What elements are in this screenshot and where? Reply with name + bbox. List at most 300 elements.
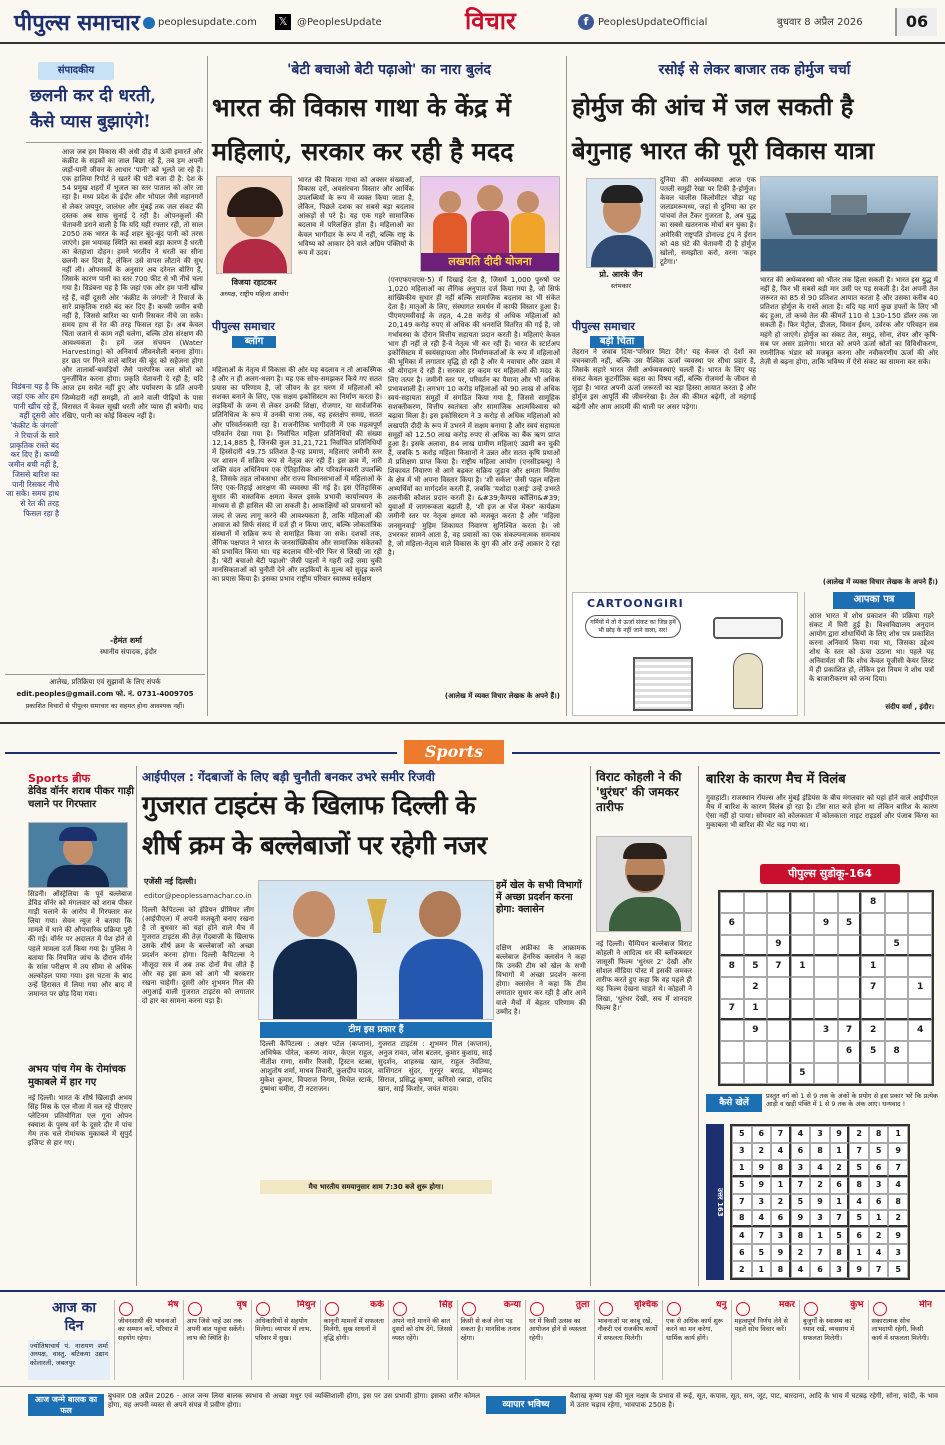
sudoku-cell: 6 [791,1143,811,1160]
sudoku-cell: 7 [752,1227,772,1244]
sudoku-cell: 5 [744,956,768,977]
sudoku-cell [814,1041,838,1062]
sudoku-cell [791,913,815,934]
zodiac-sign [594,1300,659,1380]
sudoku-cell: 7 [830,1210,850,1227]
sudoku-cell [767,892,791,913]
contact-email[interactable]: edit.peoples@gmail.com फो. नं. 0731-4009705 [16,689,194,698]
editorial-author: -हेमंत शर्मा [110,636,142,645]
sudoku-cell [908,1041,932,1062]
blog-badge-label: ब्लॉग [232,336,276,349]
women-author: विजया रहाटकर [231,278,277,287]
zodiac-sign [183,1300,248,1380]
hormuz-headline-1: होर्मुज की आंच में जल सकती है [572,92,854,121]
sudoku-cell: 3 [752,1194,772,1211]
sudoku-cell: 9 [888,1143,908,1160]
women-footer: (आलेख में व्यक्त विचार लेखक के अपने हैं।) [444,692,560,700]
sudoku-cell: 4 [888,1177,908,1194]
sports-brief2-body: नई दिल्ली। भारत के शीर्ष खिलाड़ी अभय सिंह मिस्र के एल नौजा में चल रहे पीएसए प्लेटिनम प्रतियोगिता एल गूना ओपन स्क्वाश के पुरुष वर्ग के दूसरे दौर में पांच गेम तक चले रोमांचक मुकाबले में सुपुर्द इजिप्ट से हार गए। [28,1094,132,1148]
zodiac-name: मीन [919,1300,932,1310]
sudoku-cell: 8 [720,956,744,977]
sports-brief-headline: डेविड वॉर्नर शराब पीकर गाड़ी चलाने पर गिरफ्तार [28,786,134,810]
cartoon-box [572,592,798,716]
sudoku-cell [791,977,815,998]
sudoku-cell [767,913,791,934]
editorial-sidebar-note: विडंबना यह है कि जहां एक ओर हम पानी खींच रहे हैं, वहीं दूसरी ओर 'कंक्रीट के जंगलों' ने रिचार्ज के सारे प्राकृतिक रास्ते बंद कर दिए हैं। कच्ची जमीन बची नहीं है, जिससे बारिश का पानी रिसकर नीचे जा सके। समय हाथ से रेत की तरह फिसल रहा है [6,382,59,518]
x-icon: 𝕏 [275,14,291,30]
zodiac-name: धनु [715,1300,727,1310]
sports-brief-tag: Sports ब्रीफ [28,772,91,785]
sudoku-cell: 5 [861,1041,885,1062]
zodiac-symbol-icon [325,1302,339,1316]
sudoku-cell: 4 [752,1210,772,1227]
business-label: व्यापार भविष्य [486,1396,566,1414]
sudoku-cell [885,892,909,913]
sudoku-cell: 5 [849,1210,869,1227]
sudoku-cell [791,1020,815,1041]
teams-banner: टीम इस प्रकार हैं [260,1022,492,1038]
zodiac-symbol-icon [599,1302,613,1316]
sudoku-cell: 9 [771,1244,791,1261]
zodiac-name: कुंभ [850,1300,864,1310]
zodiac-text: बुजुर्गों के स्वास्थ्य का ध्यान रखें, व्यवसाय में सफलता मिलेगी। [803,1317,855,1342]
horoscope-title: आज का दिन [52,1300,96,1334]
globe-icon [143,17,155,29]
sudoku-cell: 7 [869,1261,889,1278]
zodiac-text: घर में किसी उत्सव का आयोजन होने से व्यस्तता रहेगी। [529,1317,587,1342]
zodiac-name: कर्क [370,1300,384,1310]
sudoku-cell: 8 [830,1244,850,1261]
ipl-headline-2: शीर्ष क्रम के बल्लेबाजों पर रहेगी नजर [142,831,487,861]
sudoku-cell [744,1041,768,1062]
birthday-text: बुधवार 08 अप्रैल 2026 - आज जन्म लिया बालक स्वभाव से अच्छा मधुर एवं व्यक्तिशाली होगा, इस पर उस प्रभावी होगा। इसका शरीर कोमल होगा, यह अपनी व्यस्त से अपने संपन्न में प्रवीण होगा। [108,1392,480,1410]
sudoku-cell: 6 [869,1194,889,1211]
sudoku-cell [861,935,885,956]
sudoku-cell: 9 [752,1177,772,1194]
lakhpati-banner: लखपति दीदी योजना [421,253,559,271]
sudoku-cell [814,999,838,1020]
quote-body: दक्षिण अफ्रीका के आक्रामक बल्लेबाज हेनरिक क्लासेन ने कहा कि उनकी टीम को खेल के सभी विभागों में अच्छा प्रदर्शन करना होगा। क्लासेन ने कहा कि टीम लगातार सुधार कर रही है और आने वाले मैचों में बेहतर परिणाम की उम्मीद है। [496,944,586,1016]
sudoku-cell: 7 [720,999,744,1020]
sudoku-cell: 5 [885,935,909,956]
sudoku-cell: 5 [838,913,862,934]
sudoku-cell: 8 [861,892,885,913]
blog-badge [212,320,296,362]
sudoku-cell: 4 [849,1194,869,1211]
sudoku-cell: 4 [732,1227,752,1244]
sudoku-cell: 8 [732,1210,752,1227]
sudoku-cell: 9 [888,1227,908,1244]
sudoku-cell: 7 [849,1143,869,1160]
zodiac-name: सिंह [439,1300,453,1310]
sudoku-cell: 9 [814,913,838,934]
gill-figure [293,891,335,937]
women-kicker: 'बेटी बचाओ बेटी पढ़ाओ' का नारा बुलंद [287,62,491,78]
sudoku-cell [720,1041,744,1062]
sudoku-cell [791,999,815,1020]
sudoku-cell: 9 [830,1126,850,1143]
sudoku-cell: 3 [814,1020,838,1041]
sudoku-cell [767,1041,791,1062]
sudoku-cell: 9 [849,1261,869,1278]
sudoku-cell [885,1020,909,1041]
zodiac-sign [731,1300,796,1380]
sudoku-cell: 1 [830,1194,850,1211]
sudoku-cell: 8 [771,1160,791,1177]
zodiac-sign [662,1300,727,1380]
birthday-label: आज जन्मे बालक का फल [28,1394,104,1416]
zodiac-sign [525,1300,590,1380]
hormuz-body-1: तेहरान ने जवाब दिया-'परिवार मिटा देंगे।' यह केवल दो देशों का वचनबाजी नहीं, बल्कि उस वैश्विक ऊर्जा व्यवस्था पर सीधा प्रहार है, जिसके सहारे भारत जैसी अर्थव्यवस्थाएं चलती हैं। भारत के लिए यह संकट केवल कूटनीतिक बहस का विषय नहीं, बल्कि रोजमर्रा के जीवन से जुड़ा है। भारत अपनी ऊर्जा जरूरतों का बड़ा हिस्सा आयात करता है और होर्मुज इस आपूर्ति की जीवनरेखा है। तेल की कीमत बढ़ेगी, तो महंगाई बढ़ेगी और आम आदमी की थाली पर असर पड़ेगा। [572,348,756,411]
sudoku-cell: 4 [791,1261,811,1278]
sudoku-cell: 7 [732,1194,752,1211]
editorial-headline-1: छलनी कर दी धरती, [30,86,156,106]
sudoku-cell: 1 [830,1143,850,1160]
sudoku-cell: 5 [791,1194,811,1211]
zodiac-text: आप जिसे चाहें उस तक अपनी बात पहुंचा सकेंगे। लाभ की स्थिति है। [186,1317,245,1342]
women-body-2: (एनएफएचएस-5) में दिखाई देता है, जिसमें 1,000 पुरुषों पर 1,020 महिलाओं का लैंगिक अनुपात दर्ज किया गया है, जो सिर्फ सांख्यिकीय सुधार ही नहीं बल्कि सामाजिक बदलाव का भी संकेत देता है। मातृओं के लिए, संस्थागत समर्थन में काफी विस्तार हुआ है। पीएमएमवीवाई के तहत, 4.28 करोड़ से अधिक महिलाओं को 20,149 करोड़ रुपए से अधिक की धनराशि वितरित की गई है, जो गर्भावस्था के दौरान वित्तीय सहायता प्रदान करती है। महिलाएं केवल भाग ही नहीं ले रही हैं-वे नेतृत्व भी कर रही हैं। भारत के स्टार्टअप इकोसिस्टम में स्वयंसहायता और निर्माणकर्ताओं के रूप में महिलाओं की भूमिका में लगातार वृद्धि हो रही है और ये नवाचार और उद्यम में भी योगदान दे रही हैं। सरकार हर कदम पर महिलाओं की मदद के लिए तत्पर है। जमीनी स्तर पर, परिवर्तन का पैमाना और भी अधिक प्रभावशाली है। लगभग 10 करोड़ महिलाओं को 90 लाख से अधिक स्वयं-सहायता समूहों में संगठित किया गया है, जिससे सामूहिक सशक्तीकरण, वित्तीय स्वतंत्रता और सामाजिक आत्मविश्वास को बढ़ावा मिला है। इस इकोसिस्टम ने 3 करोड़ से अधिक महिलाओं को लखपति दीदी के रूप में उभरने में सक्षम बनाया है और स्वयं सहायता समूहों को 12.50 लाख करोड़ रुपए से अधिक का बैंक ऋण प्राप्त हुआ है। इसके अलावा, 84 लाख ग्रामीण महिलाएं उद्यमी बन चुकी हैं, जबकि 5 करोड़ महिला किसानों ने उन्नत और सतत कृषि प्रथाओं में प्रशिक्षण प्राप्त किया है। राष्ट्रीय महिला आयोग (एनसीडब्ल्यू) ने शिकायत निवारण से आगे बढ़कर सक्रिय जुड़ाव और क्षमता निर्माण के क्षेत्र में भी अपना विस्तार किया है। 'शी सर्कल' जैसी पहल महिला अभ्यर्थियों का मार्गदर्शन करती हैं, जबकि 'यशोदा एआई' उन्हें उभरते तकनीकी कौशल प्रदान करती है। &#39;कैम्पस कॉलिंग&#39; युवाओं में जागरूकता बढ़ाती है, 'शी इज अ चेंज मेकर' कार्यक्रम जमीनी स्तर पर नेतृत्व क्षमता को मजबूत करता है और 'महिला जनसुनवाई' मुहिम शिकायत निवारण सुनिश्चित करता है। जो उभरकर सामने आता है, वह प्रयासों का एक संकल्पनात्मक समन्वय है, जो महिला-नेतृत्व वाले विकास के युग की ओर उन्हें आकार दे रहा है। [388,276,560,557]
ipl-byline: एजेंसी नई दिल्ली। [144,877,197,886]
zodiac-symbol-icon [393,1302,407,1316]
sudoku-cell [814,935,838,956]
sudoku-cell [908,935,932,956]
women-body-1: महिलाओं के नेतृत्व में विकास की ओर यह बदलाव न तो आकस्मिक है और न ही अलग-थलग है। यह एक सोच-समझकर किये गए सतत प्रयास का परिणाम है, जो जीवन के हर चरण में महिलाओं को सशक्त बनाने के लिए, एक सक्षम इकोसिस्टम का निर्माण करता है। लड़कियों के जन्म से लेकर उनकी शिक्षा, रोजगार, या सार्वजनिक प्रतिनिधित्व के रूप में उनकी यात्रा तक, यह हस्तक्षेप समग्र, सतत और परिवर्तनकारी रहा है। राजनीतिक भागीदारी में एक महत्वपूर्ण परिवर्तन देखा गया है। निर्वाचित महिला प्रतिनिधियों की संख्या 12,14,885 है, जिनकी कुल 31,21,721 निर्वाचित प्रतिनिधियों में हिस्सेदारी 49.75 प्रतिशत है-यह प्रमाण, महिलाएं जमीनी स्तर पर शासन में सक्रिय रूप से नेतृत्व कर रही हैं। इस क्रम में, नारी शक्ति वंदन अधिनियम एक ऐतिहासिक और परिवर्तनकारी उपलब्धि है, जिसके तहत लोकसभा और राज्य विधानसभाओं में महिलाओं के लिए एक-तिहाई आरक्षण की व्यवस्था की गई है। इस ऐतिहासिक सुधार की वास्तविक क्षमता केवल इसके प्रभावी कार्यान्वयन के माध्यम से ही हासिल की जा सकती है। आकांक्षियों को प्रावधानों को जल्द से जल्द लागू करने की आवश्यकता है, ताकि महिलाओं की आवाज को सिर्फ संसद में दर्ज ही न किया जाए, बल्कि लोकतांत्रिक संस्थानों में सक्रिय रूप से समाहित किया जा सके। दशकों तक, लैंगिक पक्षपात ने भारत के जनसांख्यिकीय और सामाजिक संकेतकों को प्रभावित किया था। यह बदलाव धीरे-धीरे फिर से लिखी जा रही है। 'बेटी बचाओ बेटी पढ़ाओ' जैसी पहलों ने गहरी जड़ें जमा चुकी मानसिकताओं को चुनौती देने और लड़कियों के मूल्य को सुदृढ़ करने का प्रयास किया है। इसका प्रभाव राष्ट्रीय परिवार स्वास्थ्य सर्वेक्षण [212,366,382,584]
sudoku-cell: 6 [720,913,744,934]
sudoku-cell [720,892,744,913]
hormuz-headline-2: बेगुनाह भारत की पूरी विकास यात्रा [572,136,875,165]
sudoku-cell: 2 [869,1227,889,1244]
sudoku-cell: 2 [791,1244,811,1261]
sudoku-cell: 1 [771,1177,791,1194]
website-link[interactable]: peoplesupdate.com [158,17,257,28]
zodiac-name: मेष [167,1300,179,1310]
zodiac-symbol-icon [667,1302,681,1316]
sudoku-cell [744,892,768,913]
sudoku-cell: 4 [771,1143,791,1160]
sudoku-cell: 9 [810,1194,830,1211]
sudoku-cell: 3 [810,1126,830,1143]
quote-title: हमें खेल के सभी विभागों में अच्छा प्रदर्शन करना होगा: क्लासेन [496,880,582,915]
sudoku-cell: 8 [791,1227,811,1244]
sudoku-cell: 8 [771,1261,791,1278]
sudoku-cell [885,956,909,977]
sudoku-cell: 2 [771,1194,791,1211]
sudoku-cell: 9 [744,1020,768,1041]
sports-brief-body: सिडनी। ऑस्ट्रेलिया के पूर्व बल्लेबाज डेविड वॉर्नर को मंगलवार को शराब पीकर गाड़ी चलाने के आरोप में गिरफ्तार कर लिया गया। सेवन न्यूज ने बताया कि मामले में थाने की औपचारिक प्रक्रिया पूरी की गई। वॉर्नर पर अदालत में पेश होने से पहले मामला दर्ज किया गया है। पुलिस ने बताया कि नियमित जांच के दौरान वॉर्नर के सांस परीक्षण में तय सीमा से अधिक अल्कोहल पाया गया। इस घटना के बाद उन्हें हिरासत में लिया गया और बाद में जमानत पर छोड़ दिया गया। [28,890,132,999]
chinta-badge-label: बड़ी चिंता [590,336,644,349]
sudoku-cell [885,977,909,998]
sudoku-cell: 1 [791,956,815,977]
zodiac-symbol-icon [530,1302,544,1316]
women-author-role: अध्यक्ष, राष्ट्रीय महिला आयोग [219,290,289,298]
sudoku-cell [744,935,768,956]
letter-box [804,592,938,716]
sudoku-cell: 7 [838,1020,862,1041]
kohli-headline: विराट कोहली ने की 'धुरंधर' की जमकर तारीफ [596,770,682,814]
ipl-email[interactable]: editor@peoplessamachar.co.in [144,892,252,900]
sudoku-cell: 2 [744,977,768,998]
sudoku-cell [838,999,862,1020]
zodiac-name: कन्या [503,1300,521,1310]
sudoku-cell: 1 [732,1160,752,1177]
sudoku-cell: 3 [732,1143,752,1160]
author-photo-vijaya [216,176,292,274]
rizvi-figure [419,891,461,937]
sudoku-cell [838,956,862,977]
chinta-badge-brand: पीपुल्स समाचार [572,320,635,333]
zodiac-sign [868,1300,933,1380]
sudoku-cell [720,935,744,956]
editorial-body: आज जब हम विकास की अंधी दौड़ में ऊंची इमारतें और कंक्रीट के सड़कों का जाल बिछा रहे हैं, तब हम अपनी जड़ों-यानी जीवन के आधार 'पानी' को भूलते जा रहे हैं। एक हालिया रिपोर्ट ने खतरे की घंटी बजा दी है: देश के 54 प्रमुख शहरों में भूजल का स्तर पाताल को ओर जा रहा है। मध्य प्रदेश के इंदौर और भोपाल जैसे महानगरों से लेकर जयपुर, जालंधर और मुंबई तक जल संकट की दस्तक अब साफ सुनाई दे रही है। ओपनकूलों की चेतावनी डराने वाली है कि यदि यही रफ्तार रही, तो साल 2050 तक भारत के कई शहर बूंद-बूंद पानी को तरस जाएंगे। इस भयावह स्थिति का सबसे बड़ा कारण है धरती का बेतहाशा दोहन। हमने भरतीय ने धरती का सीना छलनी कर दिया है, लेकिन उसे वापस लौटाने की सुध नहीं ली। ओपनसर्वे के अनुसार अब दरेनल बोरिंग हैं, जिसके कारण पानी का स्तर 700 फीट से भी नीचे चला गया है। विडंबना यह है कि जहां एक ओर हम पानी खींच रहे हैं, वहीं दूसरी ओर 'कंक्रीट के जंगलों' ने रिचार्ज के सारे प्राकृतिक रास्ते बंद कर दिए हैं। कच्ची जमीन बची नहीं है, जिससे बारिश का पानी रिसकर नीचे जा सके। समय हाथ से रेत की तरह फिसल रहा है। अब केवल चिंता जताने से काम नहीं चलेगा, बल्कि ठोस संरक्षण की आवश्यकता है। हमें जल संचयन (Water Harvesting) को अनिवार्य जीवनशैली बनाना होगा। हर छत पर गिरने वाले बारिश की बूंद को सहेजना होगा और तालाबों-बावड़ियों जैसे पारंपरिक जल स्रोतों को पुनर्जीवित करना होगा। प्रकृति चेतावनी दे रही है; यदि आज हम सचेत नहीं हुए और पर्यावरण के प्रति अपनी जिम्मेदारी नहीं समझी, तो आने वाली पीढ़ियों के पास विरासत में केवल सूखी धरती और प्यास ही बचेगी। याद रखिए, पानी का कोई विकल्प नहीं है। [62,148,203,420]
ipl-body-continued [260,1198,492,1286]
zodiac-sign [457,1300,522,1380]
zodiac-text: किसी से कर्ज लेना पड़ सकता है। मानसिक तनाव रहेगा। [460,1317,521,1342]
sudoku-cell: 2 [849,1126,869,1143]
zodiac-text: अपने नाते मानने की बात दूसरों को दोष देंगे, जिससे व्यस्त रहेंगे। [392,1317,453,1342]
ship-photo [760,176,938,272]
women-headline-2: महिलाएं, सरकार कर रही है मदद [212,137,514,166]
sudoku-cell: 3 [771,1227,791,1244]
cartoon-title: CARTOONGIRI [587,597,684,610]
sudoku-title: पीपुल्स सुडोकू-164 [760,864,900,884]
sudoku-cell [720,1063,744,1084]
zodiac-text: कानूनी मामलों में सफलता मिलेगी, सुख साधनों में वृद्धि होगी। [323,1317,384,1342]
zodiac-sign [114,1300,179,1380]
sudoku-cell [861,999,885,1020]
zodiac-text: एक से अधिक कार्य शुरू करने का मन करेगा, धार्मिक कार्य होंगे। [666,1317,723,1342]
sudoku-cell: 2 [830,1160,850,1177]
players-photo [258,880,494,1020]
sudoku-cell: 5 [732,1177,752,1194]
zodiac-sign [251,1300,316,1380]
sudoku-cell [767,1020,791,1041]
sudoku-cell: 2 [810,1177,830,1194]
zodiac-text: अधिकारियों से सहयोग मिलेगा। व्यापार में लाभ, परिवार में सुख। [255,1317,312,1342]
zodiac-sign [799,1300,864,1380]
sudoku-cell [838,977,862,998]
facebook-icon: f [578,14,594,30]
letter-title: आपका पत्र [833,592,915,609]
sudoku-cell: 6 [869,1160,889,1177]
sudoku-cell: 3 [830,1261,850,1278]
sudoku-cell [791,935,815,956]
sudoku-cell [861,1063,885,1084]
sudoku-cell [908,913,932,934]
twitter-handle[interactable]: @PeoplesUpdate [297,17,382,28]
sudoku-cell: 5 [869,1143,889,1160]
zodiac-name: तुला [575,1300,590,1310]
sudoku-cell: 6 [849,1227,869,1244]
sudoku-cell [767,1063,791,1084]
zodiac-symbol-icon [119,1302,133,1316]
sudoku-cell: 6 [838,1041,862,1062]
sudoku-cell [720,977,744,998]
sudoku-answer-grid [730,1124,910,1280]
women-intro: भारत की विकास गाथा को अक्सर संख्याओं, विकास दरों, अवसंरचना विस्तार और आर्थिक उपलब्धियों के रूप में व्यक्त किया जाता है, लेकिन, पिछले दशक का सबसे बड़ा बदलाव आंकड़ों से परे है। यह एक गहरे सामाजिक बदलाव में परिलक्षित होता है। महिलाओं का केवल भागीदार के रूप में नहीं, बल्कि राष्ट्र के भविष्य को आकार देने वाले अग्रिम पंक्तियों के रूप में उदय। [298,176,414,257]
sudoku-cell: 4 [810,1160,830,1177]
sudoku-cell [908,999,932,1020]
hormuz-kicker: रसोई से लेकर बाजार तक होर्मुज चर्चा [658,62,851,78]
zodiac-symbol-icon [188,1302,202,1316]
masthead [0,0,945,44]
sudoku-cell: 7 [791,1177,811,1194]
sudoku-cell: 9 [767,935,791,956]
sudoku-cell: 8 [810,1143,830,1160]
sudoku-cell [885,1063,909,1084]
zodiac-symbol-icon [462,1302,476,1316]
zodiac-name: वृष [236,1300,247,1310]
sudoku-cell: 3 [810,1210,830,1227]
zodiac-symbol-icon [873,1302,887,1316]
zodiac-sign [320,1300,385,1380]
sudoku-cell: 6 [810,1261,830,1278]
air-conditioner [713,617,783,639]
sudoku-cell: 6 [830,1177,850,1194]
zodiac-symbol-icon [256,1302,270,1316]
sudoku-cell: 4 [869,1244,889,1261]
sudoku-cell: 5 [752,1244,772,1261]
hormuz-author-role: स्तंभकार [610,282,632,290]
sudoku-cell [767,999,791,1020]
cartoon-bubble: गर्मियों में तो ये ऊर्जा संकट का जिन्न हमें भी छोड़ के नहीं जाने वाला, सर! [585,615,681,638]
sudoku-grid [718,890,934,1086]
kohli-body: नई दिल्ली। चैम्पियन बल्लेबाज विराट कोहली ने आदित्य धर की ब्लॉकबस्टर जासूसी फिल्म 'धुरंधर 2' देखी और सोशल मीडिया पोस्ट में इसकी जमकर तारीफ करते हुए कहा कि वह पहले ही यह फिल्म देखना चाहते थे। कोहली ने लिखा, 'धुरंधर देखी, सच में शानदार फिल्म है।' [596,940,692,1012]
sudoku-cell: 2 [861,1020,885,1041]
sudoku-cell: 2 [752,1143,772,1160]
ipl-kicker: आईपीएल : गेंदबाजों के लिए बड़ी चुनौती बनकर उभरे समीर रिजवी [142,770,435,784]
letter-body: आज भारत में शोध प्रकाशन की प्रक्रिया गहरे संकट में घिरी हुई है। विश्वविद्यालय अनुदान आयोग द्वारा शोधार्थियों के लिए शोध पत्र प्रकाशित करना अनिवार्य किया गया था, जिसका उद्देश्य शोध के स्तर को ऊंचा उठाना था। पहले यह अनिवार्यता थी कि शोध केवल यूजीसी केयर लिस्ट में ही प्रकाशित हो, लेकिन इस नियम ने शोध पत्रों के बाजारीकरण को जन्म दिया। [809,611,934,684]
zodiac-sign [388,1300,453,1380]
disclaimer: प्रकाशित विचारों से पीपुल्स समाचार का सहमत होना आवश्यक नहीं। [25,701,185,710]
hormuz-author: प्रो. आरके जैन [599,270,643,279]
sudoku-cell: 6 [752,1126,772,1143]
air-cooler [633,657,693,711]
editorial-tag: संपादकीय [38,62,114,80]
author-photo-jain [586,178,656,268]
page-number: 06 [895,8,937,36]
sudoku-cell: 5 [791,1063,815,1084]
sudoku-cell [908,1063,932,1084]
letter-author: संदीप वर्मा , इंदौर। [885,702,934,711]
sudoku-cell: 6 [771,1210,791,1227]
rain-headline: बारिश के कारण मैच में विलंब [706,772,846,787]
sudoku-cell: 5 [888,1261,908,1278]
hormuz-intro: दुनिया की अर्थव्यवस्था आज एक पतली समुद्री रेखा पर टिकी है-होर्मुज। केवल चालीस किलोमीटर चौड़ा यह जलडमरूमध्य, जहां से दुनिया का हर पांचवां तेल टैंकर गुजरता है, अब युद्ध का सबसे खतरनाक मोर्चा बन चुका है। अमेरिकी राष्ट्रपति डोनाल्ड ट्रंप ने ईरान को 48 घंटे की चेतावनी दी है होर्मुज खोलो, समझौता करो, वरना 'कहर टूटेगा।' [660,176,756,266]
brand-logo: पीपुल्स समाचार [14,10,140,36]
sudoku-cell [814,892,838,913]
sudoku-cell [885,913,909,934]
sudoku-cell [838,1063,862,1084]
sudoku-cell [720,1020,744,1041]
rain-body: गुवाहाटी। राजस्थान रॉयल्स और मुंबई इंडियंस के बीच मंगलवार को यहां होने वाले आईपीएल मैच में बारिश के कारण विलंब हो रहा है। टॉस सात बजे होना था लेकिन बारिश के कारण ऐसा नहीं हो पाया। सोमवार को कोलकाता में कोलकाता नाइट राइडर्स और पंजाब किंग्स का मुकाबला भी बारिश की भेंट चढ़ गया था। [706,794,938,830]
sudoku-cell [744,1063,768,1084]
jyotish-credit: ज्योतिषाचार्य पं. नारायण शर्मा अध्यक्ष, वास्तु, बटिकया उद्यान कोलारली, जबलपुर [28,1340,110,1380]
sudoku-cell [838,892,862,913]
sudoku-cell: 1 [810,1227,830,1244]
zodiac-text: सकारात्मक सोच लाभदायी रहेगी, किसी कार्य में सफलता मिलेगी। [871,1317,930,1342]
sudoku-cell: 8 [885,1041,909,1062]
how-to-label: कैसे खेलें [706,1094,762,1112]
editorial-author-role: स्थानीय संपादक, इंदौर [100,648,157,656]
ipl-trophy-icon [367,899,387,933]
sudoku-cell [791,1041,815,1062]
sudoku-cell [838,935,862,956]
sudoku-cell: 3 [791,1160,811,1177]
sudoku-cell [744,913,768,934]
sudoku-cell: 7 [810,1244,830,1261]
sudoku-cell [908,892,932,913]
zodiac-text: जीवनसाथी की भावनाओं का सम्मान करें, परिवार में सहयोग रहेगा। [118,1317,179,1342]
hormuz-body-2: भारत की अर्थव्यवस्था को भीतर तक हिला सकती है। भारत इस युद्ध में नहीं है, फिर भी सबसे बड़ी मार उसी पर पड़ सकती है। देश अपनी तेल जरूरत का 85 से 90 प्रतिशत आयात करता है और उसका करीब 40 प्रतिशत होर्मुज के रास्ते आता है। यदि यह मार्ग कुछ हफ्तों के लिए भी बंद हुआ, तो कच्चे तेल की कीमतें 110 से 130-150 डॉलर तक जा सकती हैं। फिर पेट्रोल, डीजल, विमान ईंधन, उर्वरक और परिवहन सब महंगे हो जाएंगे। होर्मुज का संकट तेल, समुद्र, सोना, शेयर और कृषि-सब पर असर डालेगा। भारत को अपने ऊर्जा स्रोतों का विविधीकरण, रणनीतिक भंडार को मजबूत करना और नवीकरणीय ऊर्जा की ओर तेज़ी से बढ़ना होगा, ताकि भविष्य में ऐसे संकट का सामना कर सके। [760,276,938,366]
sudoku-cell: 7 [771,1126,791,1143]
zodiac-name: वृश्चिक [634,1300,658,1310]
sudoku-cell: 2 [732,1261,752,1278]
zodiac-name: मकर [779,1300,795,1310]
dc-team: दिल्ली कैपिटल्स : अक्षर पटेल (कप्तान), अभिषेक पोरेल, करुण नायर, केएल राहुल, नीतीश राणा, समीर रिजवी, ट्रिस्टन स्टब्स, आशुतोष शर्मा, माधव तिवारी, कुलदीप यादव, मुकेश कुमार, विपराज निगम, मिचेल स्टार्क, दुष्मंथा चमीरा, टी नटराजन। [260,1040,374,1094]
sudoku-cell: 5 [830,1227,850,1244]
editorial-headline-2: कैसे प्यास बुझाएंगे! [30,112,151,132]
lakhpati-didi-poster [420,176,560,272]
sudoku-cell: 9 [791,1210,811,1227]
cartoon-figure [733,653,763,709]
sudoku-cell: 5 [732,1126,752,1143]
sudoku-cell [814,956,838,977]
warner-photo [28,822,128,888]
sudoku-cell: 1 [752,1261,772,1278]
issue-date: बुधवार 8 अप्रैल 2026 [777,17,863,28]
sudoku-cell: 1 [744,999,768,1020]
sudoku-cell: 1 [849,1244,869,1261]
ipl-headline-1: गुजरात टाइटंस के खिलाफ दिल्ली के [142,791,476,821]
sudoku-cell: 1 [888,1126,908,1143]
hormuz-footer: (आलेख में व्यक्त विचार लेखक के अपने हैं।) [822,578,938,586]
sudoku-cell [814,1063,838,1084]
contact-box [5,674,205,714]
sudoku-cell [767,977,791,998]
sudoku-cell: 5 [849,1160,869,1177]
zodiac-name: मिथुन [297,1300,316,1310]
sudoku-cell: 7 [767,956,791,977]
section-title: विचार [465,6,516,35]
zodiac-symbol-icon [736,1302,750,1316]
business-text: वैशाख कृष्ण पक्ष की मूल नक्षत्र के प्रभाव से रूई, सूत, कपास, सूत, सन, जूट, पाट, बारदाना, आदि के भाव में घटबढ़ रहेगी, सोना, चांदी, के भाव में उतार चढ़ाव रहेगा, भावपाक 2508 है। [570,1392,938,1410]
women-headline-1: भारत की विकास गाथा के केंद्र में [212,93,511,122]
zodiac-symbol-icon [804,1302,818,1316]
sudoku-cell: 4 [791,1126,811,1143]
sudoku-cell [861,913,885,934]
sudoku-cell: 7 [861,977,885,998]
sports-rule-right [512,752,940,754]
sudoku-cell: 1 [908,977,932,998]
zodiac-text: भावनाओं पर काबू रखें, नौकरी एवं राजकीय कार्यों में सफलता मिलेगी। [597,1317,658,1342]
sudoku-cell: 6 [732,1244,752,1261]
sudoku-cell: 8 [849,1177,869,1194]
sudoku-cell [908,956,932,977]
facebook-handle[interactable]: PeoplesUpdateOfficial [598,17,708,28]
sudoku-cell: 8 [888,1194,908,1211]
blog-badge-brand: पीपुल्स समाचार [212,320,275,333]
contact-title: आलेख, प्रतिक्रिया एवं सुझावों के लिए संपर्क [49,678,161,686]
zodiac-text: महत्वपूर्ण निर्णय लेने से पहले सोच विचार करें। [734,1317,788,1334]
kohli-photo [596,836,692,932]
sudoku-cell [885,999,909,1020]
sudoku-cell: 1 [861,956,885,977]
sudoku-cell: 9 [752,1160,772,1177]
sudoku-cell [791,892,815,913]
answer-label: उत्तर 163 [706,1124,724,1280]
gt-team: गुजरात टाइटंस : शुभमन गिल (कप्तान), अनुज रावत, जोस बटलर, कुमार कुशाग्र, साई सुदर्शन, शाहरुख खान, राहुल तेवतिया, वाशिंगटन सुंदर, गुरनूर बराड़, मोहम्मद सिराज, प्रसिद्ध कृष्णा, कगिसो रबाडा, राशिद खान, साई किशोर, जयंत यादव। [378,1040,492,1094]
sudoku-cell: 7 [888,1160,908,1177]
